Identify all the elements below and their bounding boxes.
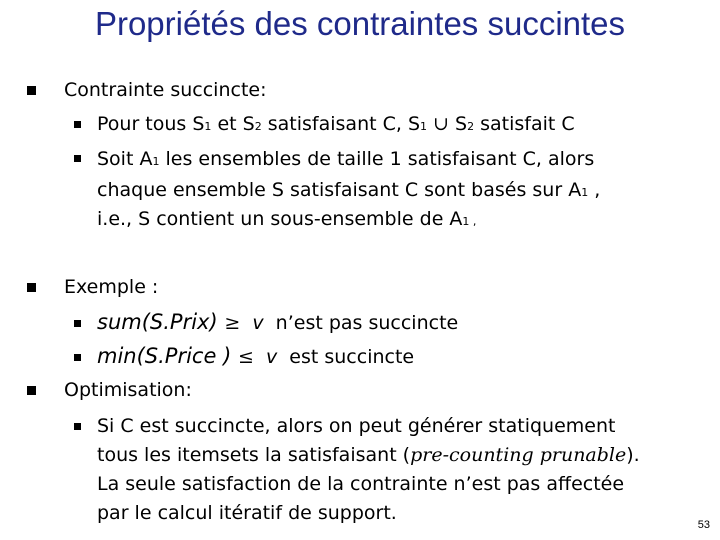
sub-bullet-icon: [74, 320, 81, 327]
section-heading-optimisation: Optimisation:: [64, 379, 192, 401]
section-heading-exemple: Exemple :: [64, 276, 159, 298]
list-item-min: min(S.Price ) ≤ v est succincte: [97, 344, 415, 368]
section-heading-contrainte: Contrainte succincte:: [64, 79, 267, 101]
list-item-soit-line1: Soit A1 les ensembles de taille 1 satisfaisant C, alors: [97, 148, 595, 170]
sub-bullet-icon: [74, 155, 81, 162]
list-item-optim-line1: Si C est succincte, alors on peut générer statiquement: [97, 415, 616, 437]
list-item-soit-line2: chaque ensemble S satisfaisant C sont basés sur A1 ,: [97, 179, 601, 201]
slide-title: Propriétés des contraintes succintes: [94, 5, 626, 42]
bullet-icon: [27, 283, 36, 292]
geq-symbol: ≥: [224, 312, 241, 334]
list-item-optim-line3: La seule satisfaction de la contrainte n’est pas affectée: [97, 473, 625, 495]
list-item-optim-line2: tous les itemsets la satisfaisant (pre-counting prunable).: [97, 444, 640, 466]
union-symbol: ∪: [427, 113, 456, 135]
page-number: 53: [697, 519, 710, 531]
bullet-icon: [27, 86, 36, 95]
list-item-optim-line4: par le calcul itératif de support.: [97, 502, 397, 524]
sub-bullet-icon: [74, 354, 81, 361]
list-item-pour-tous: Pour tous S1 et S2 satisfaisant C, S1 ∪ S2 satisfait C: [97, 113, 575, 135]
leq-symbol: ≤: [237, 346, 254, 368]
list-item-sum: sum(S.Prix) ≥ v n’est pas succincte: [97, 310, 459, 334]
list-item-soit-line3: i.e., S contient un sous-ensemble de A1 ,: [97, 208, 477, 230]
sub-bullet-icon: [74, 423, 81, 430]
sub-bullet-icon: [74, 121, 81, 128]
bullet-icon: [27, 386, 36, 395]
